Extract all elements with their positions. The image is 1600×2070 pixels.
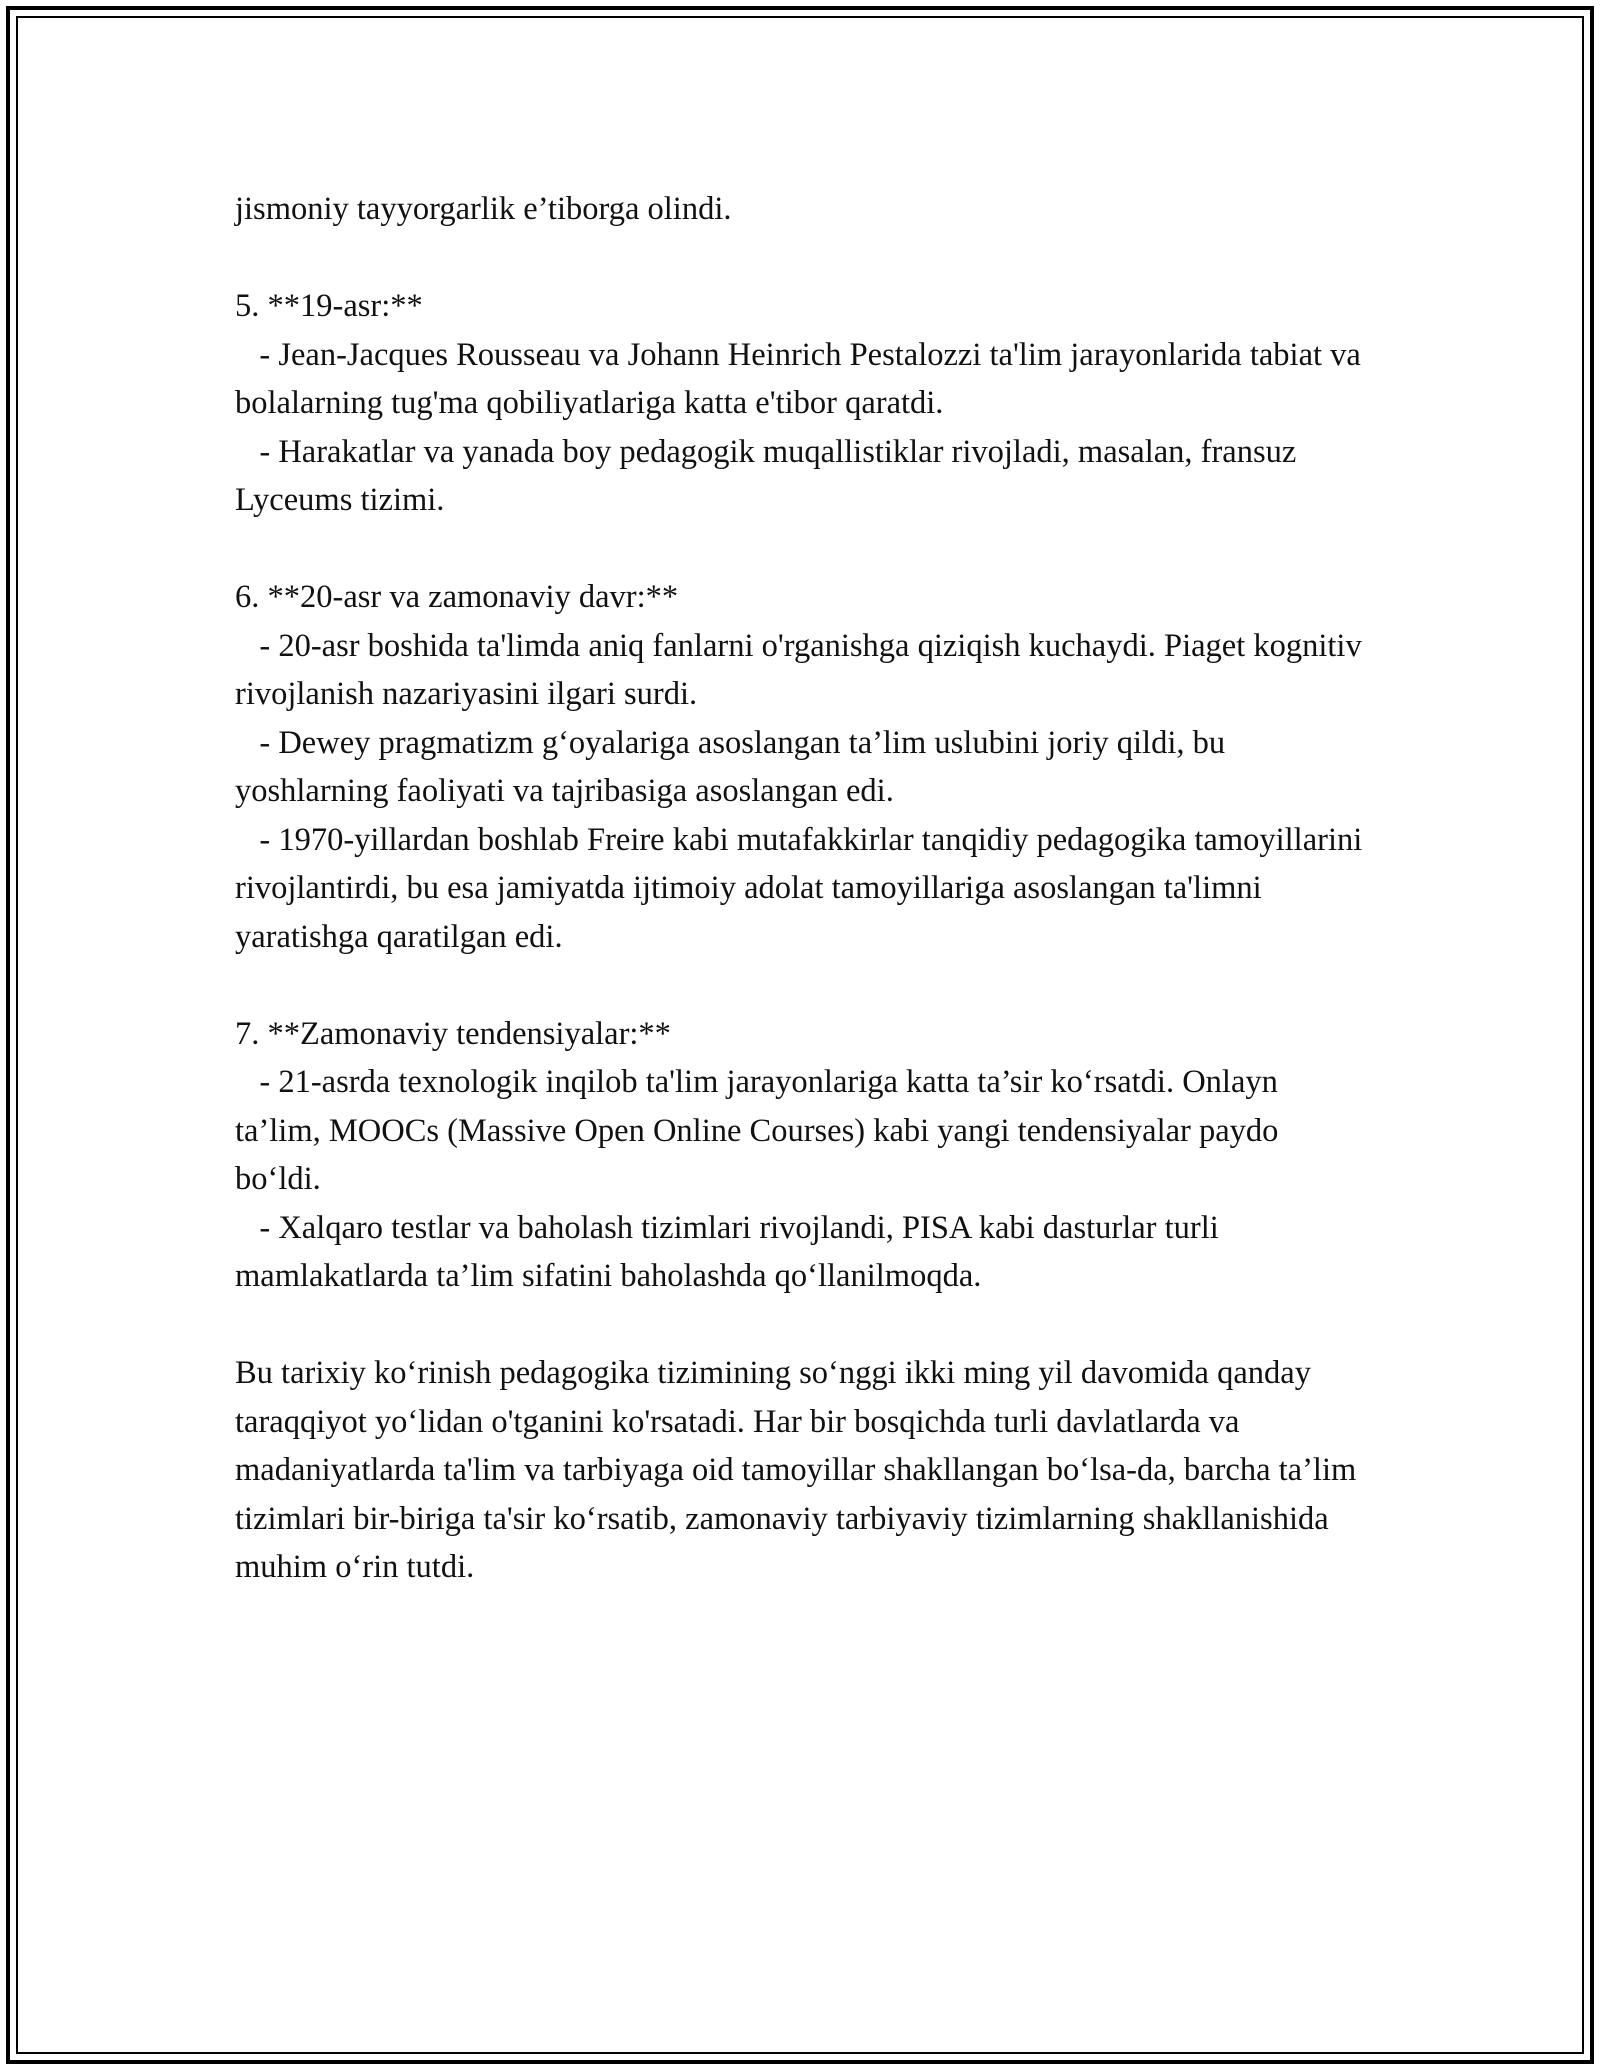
paragraph-intro-continuation: jismoniy tayyorgarlik e’tiborga olindi. — [235, 191, 732, 227]
section-5-item-1: - Jean-Jacques Rousseau va Johann Heinrich Pestalozzi ta'lim jarayonlarida tabiat va bolalarning tug'ma qobiliyatlariga katta e'tibor qaratdi. — [235, 336, 1369, 421]
section-6-item-2: - Dewey pragmatizm g‘oyalariga asoslangan ta’lim uslubini joriy qildi, bu yoshlarning faoliyati va tajribasiga asoslangan edi. — [235, 724, 1234, 809]
paragraph-gap — [235, 1301, 1370, 1350]
paragraph-gap — [235, 525, 1370, 574]
section-5-item-2: - Harakatlar va yanada boy pedagogik muqallistiklar rivojladi, masalan, fransuz Lyceums tizimi. — [235, 433, 1305, 518]
section-7-item-1: - 21-asrda texnologik inqilob ta'lim jarayonlariga katta ta’sir ko‘rsatdi. Onlayn ta’lim, MOOCs (Massive Open Online Courses) kabi yangi tendensiyalar paydo bo‘ldi. — [235, 1064, 1287, 1197]
document-body — [235, 185, 1370, 1592]
section-6-item-1: - 20-asr boshida ta'limda aniq fanlarni o'rganishga qiziqish kuchaydi. Piaget kognitiv rivojlanish nazariyasini ilgari surdi. — [235, 627, 1370, 712]
section-7-item-2: - Xalqaro testlar va baholash tizimlari rivojlandi, PISA kabi dasturlar turli mamlakatlarda ta’lim sifatini baholashda qo‘llanilmoqda. — [235, 1209, 1227, 1294]
section-5-heading: 5. **19-asr:** — [235, 288, 423, 324]
section-7-heading: 7. **Zamonaviy tendensiyalar:** — [235, 1015, 671, 1052]
paragraph-gap — [235, 961, 1370, 1010]
section-6-heading: 6. **20-asr va zamonaviy davr:** — [235, 579, 679, 615]
section-6-item-3: - 1970-yillardan boshlab Freire kabi mutafakkirlar tanqidiy pedagogika tamoyillarini rivojlantirdi, bu esa jamiyatda ijtimoiy adolat tamoyillariga asoslangan ta'limni yaratishga qaratilgan edi. — [235, 821, 1371, 955]
conclusion-paragraph: Bu tarixiy ko‘rinish pedagogika tizimining so‘nggi ikki ming yil davomida qanday taraqqiyot yo‘lidan o'tganini ko'rsatadi. Har bir bosqichda turli davlatlarda va madaniyatlarda ta'lim va tarbiyaga oid tamoyillar shakllangan bo‘lsa-da, barcha ta’lim tizimlari bir-biriga ta'sir ko‘rsatib, zamonaviy tarbiyaviy tizimlarning shakllanishida muhim o‘rin tutdi. — [235, 1355, 1365, 1585]
paragraph-gap — [235, 234, 1370, 283]
